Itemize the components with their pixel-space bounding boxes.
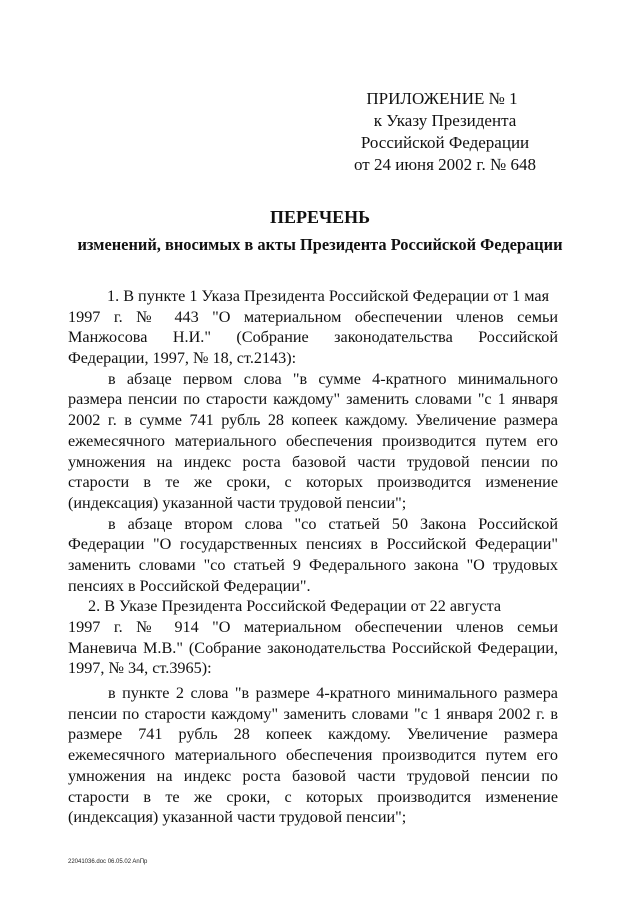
body-line: Манжосова Н.И." (Собрание законодательства Российской [68, 328, 558, 347]
body-line: Федерации "О государственных пенсиях в Российской Федерации" [68, 535, 558, 554]
body-line: пенсии по старости каждому" заменить словами "с 1 января 2002 г. в [68, 704, 558, 723]
body-line: (индексация) указанной части трудовой пенсии"; [68, 808, 407, 827]
body-line: 1997 г. № 914 "О материальном обеспечении членов семьи [68, 618, 558, 636]
body-line: пенсиях в Российской Федерации". [68, 576, 311, 595]
annex-title: ПРИЛОЖЕНИЕ № 1 [366, 89, 518, 108]
document-title: ПЕРЕЧЕНЬ [269, 207, 371, 227]
body-line: 1. В пункте 1 Указа Президента Российской Федерации от 1 мая [107, 287, 550, 305]
body-line: в абзаце втором слова "со статьей 50 Закона Российской [108, 514, 558, 533]
body-line: в пункте 2 слова "в размере 4-кратного минимального размера [108, 684, 558, 703]
annex-line-federation: Российской Федерации [360, 133, 530, 152]
annex-line-decree: к Указу Президента [373, 111, 517, 130]
body-line: Маневича М.В." (Собрание законодательства Российской Федерации, [68, 638, 558, 657]
body-line: умножения на индекс роста базовой части трудовой пенсии по [68, 766, 558, 785]
annex-line-date: от 24 июня 2002 г. № 648 [354, 155, 536, 174]
body-line: размере 741 рубль 28 копеек каждому. Увеличение размера [68, 725, 558, 744]
body-line: ежемесячного материального обеспечения производится путем его [68, 431, 558, 450]
document-subtitle: изменений, вносимых в акты Президента Российской Федерации [77, 235, 563, 254]
body-line: в абзаце первом слова "в сумме 4-кратного минимального [108, 369, 558, 388]
body-line: старости в те же сроки, с которых производится изменение [68, 473, 558, 492]
body-line: 1997 г. № 443 "О материальном обеспечении членов семьи [68, 307, 558, 326]
body-line: умножения на индекс роста базовой части трудовой пенсии по [68, 452, 558, 471]
annex-block [340, 88, 550, 176]
body-line: 2. В Указе Президента Российской Федерации от 22 августа [88, 597, 502, 616]
body-line: Федерации, 1997, № 18, ст.2143): [68, 349, 297, 368]
body-line: 2002 г. в сумме 741 рубль 28 копеек каждому. Увеличение размера [68, 411, 558, 430]
body-line: заменить словами "со статьей 9 Федерального закона "О трудовых [68, 555, 558, 574]
body-line: (индексация) указанной части трудовой пенсии"; [68, 493, 407, 512]
document-body [68, 286, 558, 828]
footer-doc-reference: 22041036.doc 06.05.02 AnПр [68, 859, 148, 865]
body-line: ежемесячного материального обеспечения производится путем его [68, 746, 558, 765]
body-line: старости в те же сроки, с которых производится изменение [68, 787, 558, 806]
body-line: размера пенсии по старости каждому" заменить словами "с 1 января [68, 390, 558, 409]
body-line: 1997, № 34, ст.3965): [68, 659, 212, 678]
